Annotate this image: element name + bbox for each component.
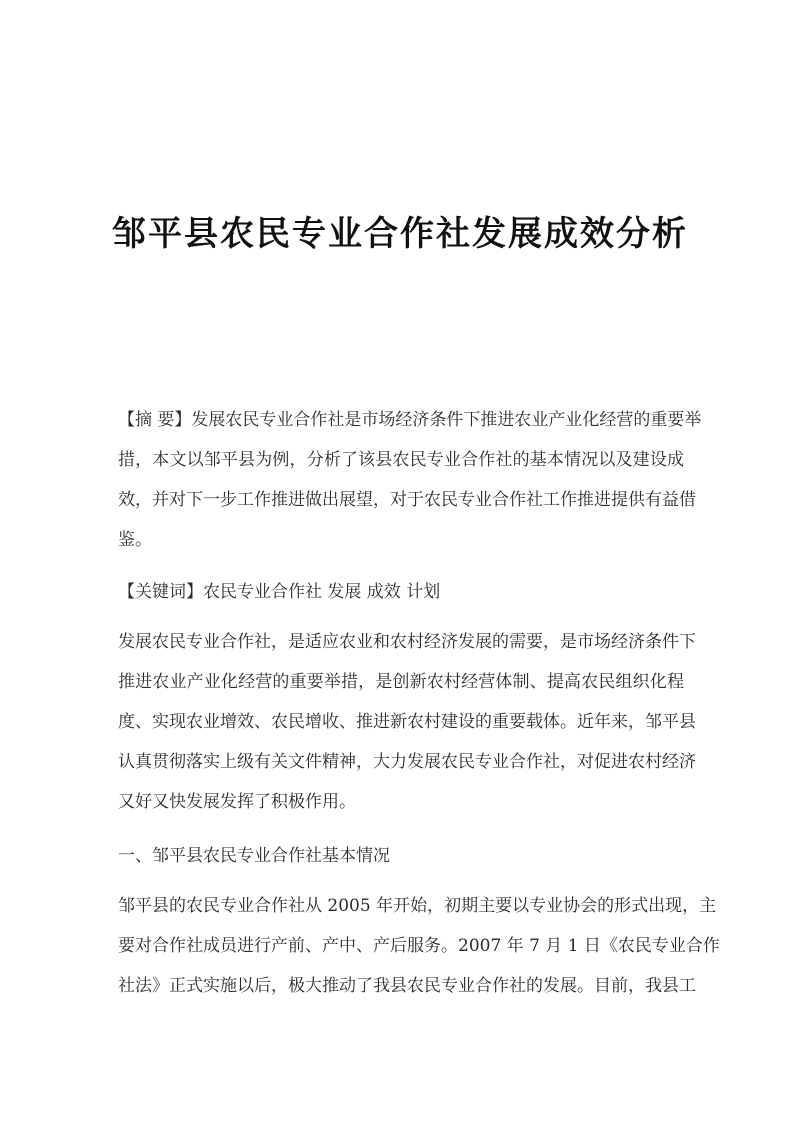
keywords-line: 【关键词】农民专业合作社 发展 成效 计划 — [118, 582, 441, 602]
keywords-paragraph — [118, 572, 684, 612]
body-line: 认真贯彻落实上级有关文件精神，大力发展农民专业合作社，对促进农村经济 — [118, 752, 696, 772]
section-heading-text: 一、邹平县农民专业合作社基本情况 — [118, 846, 390, 866]
body-line: 又好又快发展发挥了积极作用。 — [118, 792, 356, 812]
section-heading — [118, 836, 684, 876]
body-line: 推进农业产业化经营的重要举措，是创新农村经营体制、提高农民组织化程 — [118, 672, 684, 692]
body-line: 社法》正式实施以后，极大推动了我县农民专业合作社的发展。目前，我县工 — [118, 976, 696, 996]
body-line: 邹平县的农民专业合作社从 2005 年开始，初期主要以专业协会的形式出现，主 — [118, 896, 717, 916]
body-line: 发展农民专业合作社，是适应农业和农村经济发展的需要，是市场经济条件下 — [118, 632, 696, 652]
abstract-paragraph — [118, 400, 702, 560]
abstract-line: 措，本文以邹平县为例，分析了该县农民专业合作社的基本情况以及建设成 — [118, 450, 684, 470]
section-paragraph — [118, 886, 720, 1006]
document-title: 邹平县农民专业合作社发展成效分析 — [112, 213, 688, 254]
body-line: 度、实现农业增效、农民增收、推进新农村建设的重要载体。近年来，邹平县 — [118, 712, 696, 732]
abstract-line: 效，并对下一步工作推进做出展望，对于农民专业合作社工作推进提供有益借 — [118, 490, 696, 510]
abstract-line: 鉴。 — [118, 530, 152, 550]
intro-paragraph — [118, 622, 696, 822]
body-line: 要对合作社成员进行产前、产中、产后服务。2007 年 7 月 1 日《农民专业合作 — [118, 936, 720, 956]
abstract-line: 【摘 要】发展农民专业合作社是市场经济条件下推进农业产业化经营的重要举 — [118, 410, 702, 430]
